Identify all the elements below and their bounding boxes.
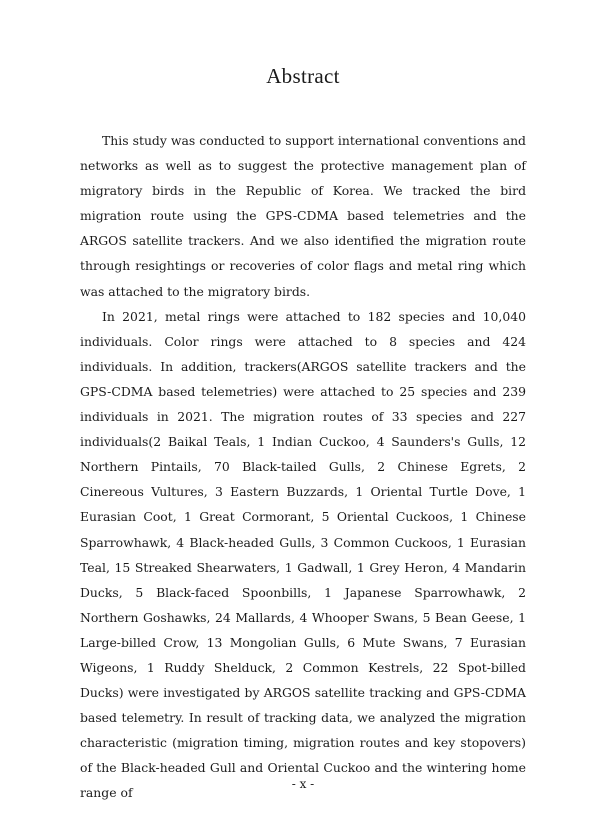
page-title: Abstract	[266, 64, 340, 88]
abstract-body	[80, 128, 526, 806]
paragraph-2: In 2021, metal rings were attached to 182 species and 10,040 individuals. Color rings were attached to 8 species and 424 individuals. In addition, trackers(ARGOS satellite trackers and the GPS-CDMA based telemetries) were attached to 25 species and 239 individuals in 2021. The migration routes of 33 species and 227 individuals(2 Baikal Teals, 1 Indian Cuckoo, 4 Saunders's Gulls, 12 Northern Pintails, 70 Black-tailed Gulls, 2 Chinese Egrets, 2 Cinereous Vultures, 3 Eastern Buzzards, 1 Oriental Turtle Dove, 1 Eurasian Coot, 1 Great Cormorant, 5 Oriental Cuckoos, 1 Chinese Sparrowhawk, 4 Black-headed Gulls, 3 Common Cuckoos, 1 Eurasian Teal, 15 Streaked Shearwaters, 1 Gadwall, 1 Grey Heron, 4 Mandarin Ducks, 5 Black-faced Spoonbills, 1 Japanese Sparrowhawk, 2 Northern Goshawks, 24 Mallards, 4 Whooper Swans, 5 Bean Geese, 1 Large-billed Crow, 13 Mongolian Gulls, 6 Mute Swans, 7 Eurasian Wigeons, 1 Ruddy Shelduck, 2 Common Kestrels, 22 Spot-billed Ducks) were investigated by ARGOS satellite tracking and GPS-CDMA based telemetry. In result of tracking data, we analyzed the migration characteristic (migration timing, migration routes and key stopovers) of the Black-headed Gull and Oriental Cuckoo and the wintering home range of	[80, 308, 526, 801]
page-number: - x -	[291, 777, 315, 791]
paragraph-1: This study was conducted to support international conventions and networks as well as to suggest the protective management plan of migratory birds in the Republic of Korea. We tracked the bird migration route using the GPS-CDMA based telemetries and the ARGOS satellite trackers. And we also identified the migration route through resightings or recoveries of color flags and metal ring which was attached to the migratory birds.	[80, 133, 526, 299]
